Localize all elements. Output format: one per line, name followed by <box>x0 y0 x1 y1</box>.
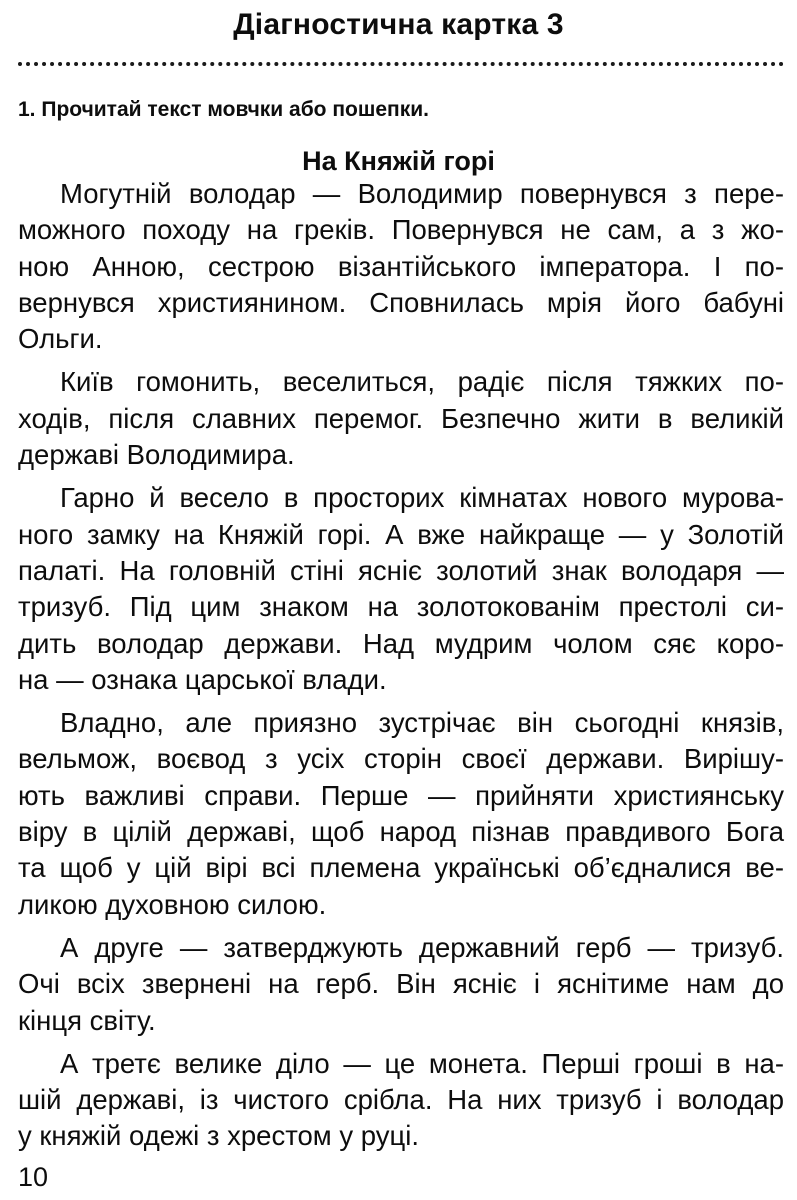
text-line: тризуб. Під цим знаком на золотокованім престолі си- <box>18 591 784 623</box>
text-line: ходів, після славних перемог. Безпечно жити в великій <box>18 402 784 434</box>
text-line: можного походу на греків. Повернувся не сам, а з жо- <box>18 214 784 246</box>
task-instruction: 1. Прочитай текст мовчки або пошепки. <box>18 98 429 121</box>
text-line: вернувся християнином. Сповнилась мрія його бабуні <box>18 286 784 318</box>
text-line: А третє велике діло — це монета. Перші гроші в на- <box>60 1047 784 1079</box>
text-line: вельмож, воєвод з усіх сторін своєї держави. Вирішу- <box>18 743 784 775</box>
text-line: у княжій одежі з хрестом у руці. <box>18 1120 419 1152</box>
paragraph <box>18 176 784 357</box>
page-title: Діагностична картка 3 <box>233 8 564 41</box>
text-line: кінця світу. <box>18 1004 156 1036</box>
text-line: А друге — затверджують державний герб — тризуб. <box>60 931 784 963</box>
paragraph <box>18 705 784 923</box>
paragraph <box>18 1046 784 1155</box>
paragraph <box>18 480 784 698</box>
text-line: Очі всіх звернені на герб. Він ясніє і яснітиме нам до <box>18 968 784 1000</box>
text-line: ною Анною, сестрою візантійського імператора. І по- <box>18 250 784 282</box>
text-line: дить володар держави. Над мудрим чолом сяє коро- <box>18 627 784 659</box>
text-line: Київ гомонить, веселиться, радіє після тяжких по- <box>60 366 784 398</box>
text-line: ликою духовною силою. <box>18 888 327 920</box>
paragraph <box>18 364 784 473</box>
text-line: ють важливі справи. Перше — прийняти християнську <box>18 779 784 811</box>
text-line: Ольги. <box>18 323 103 355</box>
text-line: Гарно й весело в просторих кімнатах нового мурова- <box>60 482 784 514</box>
text-line: віру в цілій державі, щоб народ пізнав правдивого Бога <box>18 816 784 848</box>
dotted-divider <box>18 62 784 66</box>
text-line: шій державі, із чистого срібла. На них тризуб і володар <box>18 1084 784 1116</box>
text-line: палаті. На головній стіні ясніє золотий знак володаря — <box>18 554 784 586</box>
paragraph <box>18 930 784 1039</box>
text-line: Могутній володар — Володимир повернувся з пере- <box>60 178 784 209</box>
story-title: На Княжій горі <box>302 146 495 176</box>
story-text <box>18 176 784 1162</box>
page-number: 10 <box>18 1162 49 1192</box>
text-line: на — ознака царської влади. <box>18 663 387 695</box>
text-line: державі Володимира. <box>18 439 295 471</box>
text-line: та щоб у цій вірі всі племена українські об’єдналися ве- <box>18 852 784 884</box>
text-line: ного замку на Княжій горі. А вже найкраще — у Золотій <box>18 518 784 550</box>
text-line: Владно, але приязно зустрічає він сьогодні князів, <box>60 707 784 739</box>
